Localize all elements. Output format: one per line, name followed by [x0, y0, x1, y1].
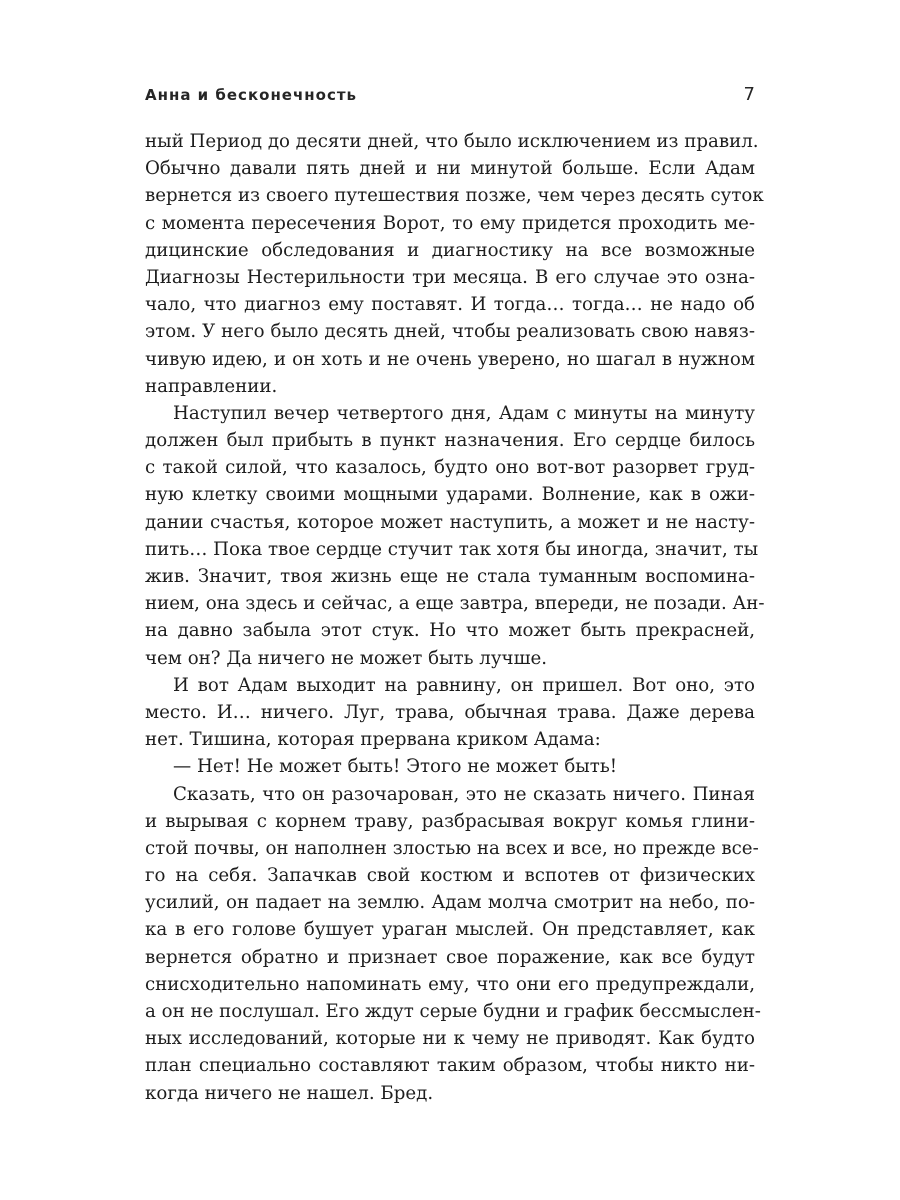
text-line: — Нет! Не может быть! Этого не может быть! — [173, 756, 618, 778]
text-line: с момента пересечения Ворот, то ему придется проходить ме- — [145, 212, 755, 234]
text-line: ную клетку своими мощными ударами. Волнение, как в ожи- — [145, 484, 755, 506]
text-line: вернется из своего путешествия позже, чем через десять суток — [145, 185, 764, 207]
dialogue-line — [145, 753, 755, 780]
body-text — [145, 128, 765, 1107]
text-line: нием, она здесь и сейчас, а еще завтра, впереди, не позади. Ан- — [145, 593, 765, 615]
paragraph — [145, 781, 761, 1107]
text-line: план специально составляют таким образом, чтобы никто ни- — [145, 1055, 755, 1077]
text-line: пить… Пока твое сердце стучит так хотя бы иногда, значит, ты — [145, 538, 759, 560]
text-line: должен был прибыть в пункт назначения. Его сердце билось — [145, 430, 755, 452]
running-header — [145, 84, 755, 108]
text-line: ка в его голове бушует ураган мыслей. Он представляет, как — [145, 919, 755, 941]
text-line: усилий, он падает на землю. Адам молча смотрит на небо, по- — [145, 892, 755, 914]
paragraph — [145, 128, 764, 400]
text-line: стой почвы, он наполнен злостью на всех и все, но прежде все- — [145, 837, 759, 859]
text-line: И вот Адам выходит на равнину, он пришел. Вот оно, это — [173, 674, 755, 696]
text-line: Наступил вечер четвертого дня, Адам с минуты на минуту — [173, 402, 755, 424]
text-line: жив. Значит, твоя жизнь еще не стала туманным воспомина- — [145, 566, 755, 587]
text-line: на давно забыла этот стук. Но что может быть прекрасней, — [145, 620, 755, 642]
page-number: 7 — [743, 84, 755, 105]
paragraph — [145, 400, 765, 672]
text-line: с такой силой, что казалось, будто оно вот-вот разорвет груд- — [145, 457, 755, 479]
text-line: го на себя. Запачкав свой костюм и вспотев от физических — [145, 865, 755, 887]
text-line: чем он? Да ничего не может быть лучше. — [145, 647, 548, 669]
text-line: направлении. — [145, 375, 278, 397]
text-line: нет. Тишина, которая прервана криком Адама: — [145, 729, 601, 751]
text-line: Обычно давали пять дней и ни минутой больше. Если Адам — [145, 158, 755, 180]
text-line: дицинские обследования и диагностику на все возможные — [145, 239, 755, 261]
text-line: когда ничего не нашел. Бред. — [145, 1082, 434, 1104]
text-line: дании счастья, которое может наступить, а может и не насту- — [145, 511, 755, 533]
text-line: а он не послушал. Его ждут серые будни и график бессмыслен- — [145, 1001, 761, 1022]
text-line: ных исследований, которые ни к чему не приводят. Как будто — [145, 1028, 755, 1050]
text-line: снисходительно напоминать ему, что они его предупреждали, — [145, 973, 755, 995]
book-title: Анна и бесконечность — [145, 86, 358, 104]
text-line: Сказать, что он разочарован, это не сказать ничего. Пиная — [173, 783, 755, 805]
text-line: этом. У него было десять дней, чтобы реализовать свою навяз- — [145, 321, 755, 343]
text-line: ный Период до десяти дней, что было исключением из правил. — [145, 131, 759, 152]
paragraph — [145, 672, 755, 754]
text-line: вернется обратно и признает свое поражение, как все будут — [145, 946, 755, 968]
text-line: место. И… ничего. Луг, трава, обычная трава. Даже дерева — [145, 701, 755, 723]
text-line: Диагнозы Нестерильности три месяца. В его случае это озна- — [145, 266, 755, 288]
text-line: чало, что диагноз ему поставят. И тогда… тогда… не надо об — [145, 294, 755, 316]
text-line: чивую идею, и он хоть и не очень уверено, но шагал в нужном — [145, 348, 755, 370]
text-line: и вырывая с корнем траву, разбрасывая вокруг комья глини- — [145, 810, 755, 832]
